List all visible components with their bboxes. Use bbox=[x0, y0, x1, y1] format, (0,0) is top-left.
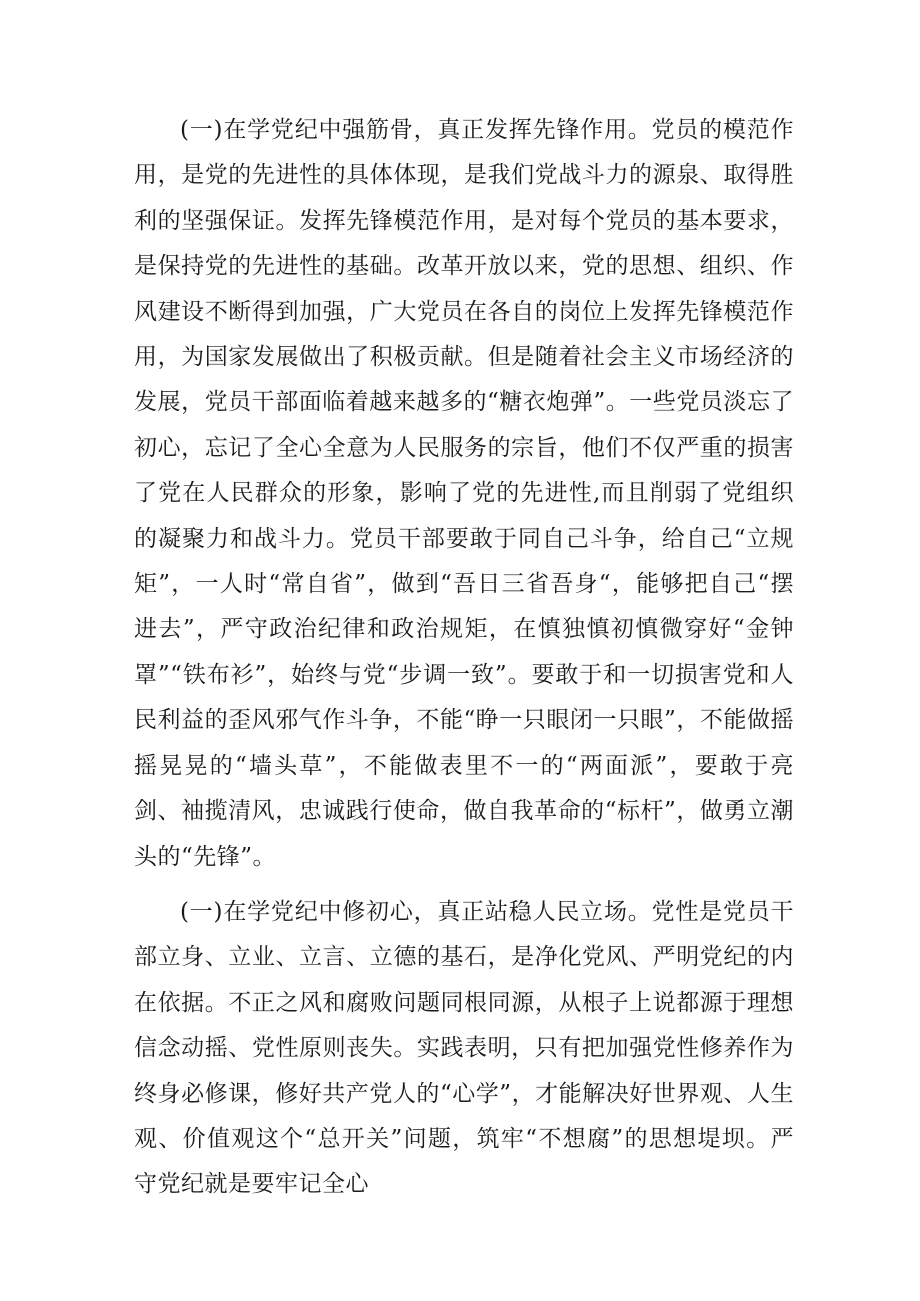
paragraph-party-discipline-original-aspiration: (一)在学党纪中修初心，真正站稳人民立场。党性是党员干部立身、立业、立言、立德的基石，是净化党风、严明党纪的内在依据。不正之风和腐败问题同根同源，从根子上说都源于理想信念动摇、党性原则丧失。实践表明，只有把加强党性修养作为终身必修课，修好共产党人的“心学”，才能解决好世界观、人生观、价值观这个“总开关”问题，筑牢“不想腐”的思想堤坝。严守党纪就是要牢记全心 bbox=[134, 899, 794, 1198]
paragraph-party-discipline-vanguard: (一)在学党纪中强筋骨，真正发挥先锋作用。党员的模范作用，是党的先进性的具体体现，是我们党战斗力的源泉、取得胜利的坚强保证。发挥先锋模范作用，是对每个党员的基本要求，是保持党的先进性的基础。改革开放以来，党的思想、组织、作风建设不断得到加强，广大党员在各自的岗位上发挥先锋模范作用，为国家发展做出了积极贡献。但是随着社会主义市场经济的发展，党员干部面临着越来越多的“糖衣炮弹”。一些党员淡忘了初心，忘记了全心全意为人民服务的宗旨，他们不仅严重的损害了党在人民群众的形象，影响了党的先进性,而且削弱了党组织的凝聚力和战斗力。党员干部要敢于同自己斗争，给自己“立规矩”，一人时“常自省”，做到“吾日三省吾身“，能够把自己“摆进去”，严守政治纪律和政治规矩，在慎独慎初慎微穿好“金钟罩”“铁布衫”，始终与党“步调一致”。要敢于和一切损害党和人民利益的歪风邪气作斗争，不能“睁一只眼闭一只眼”，不能做摇摇晃晃的“墙头草”，不能做表里不一的“两面派”，要敢于亮剑、袖揽清风，忠诚践行使命，做自我革命的“标杆”，做勇立潮头的“先锋”。 bbox=[134, 117, 794, 870]
